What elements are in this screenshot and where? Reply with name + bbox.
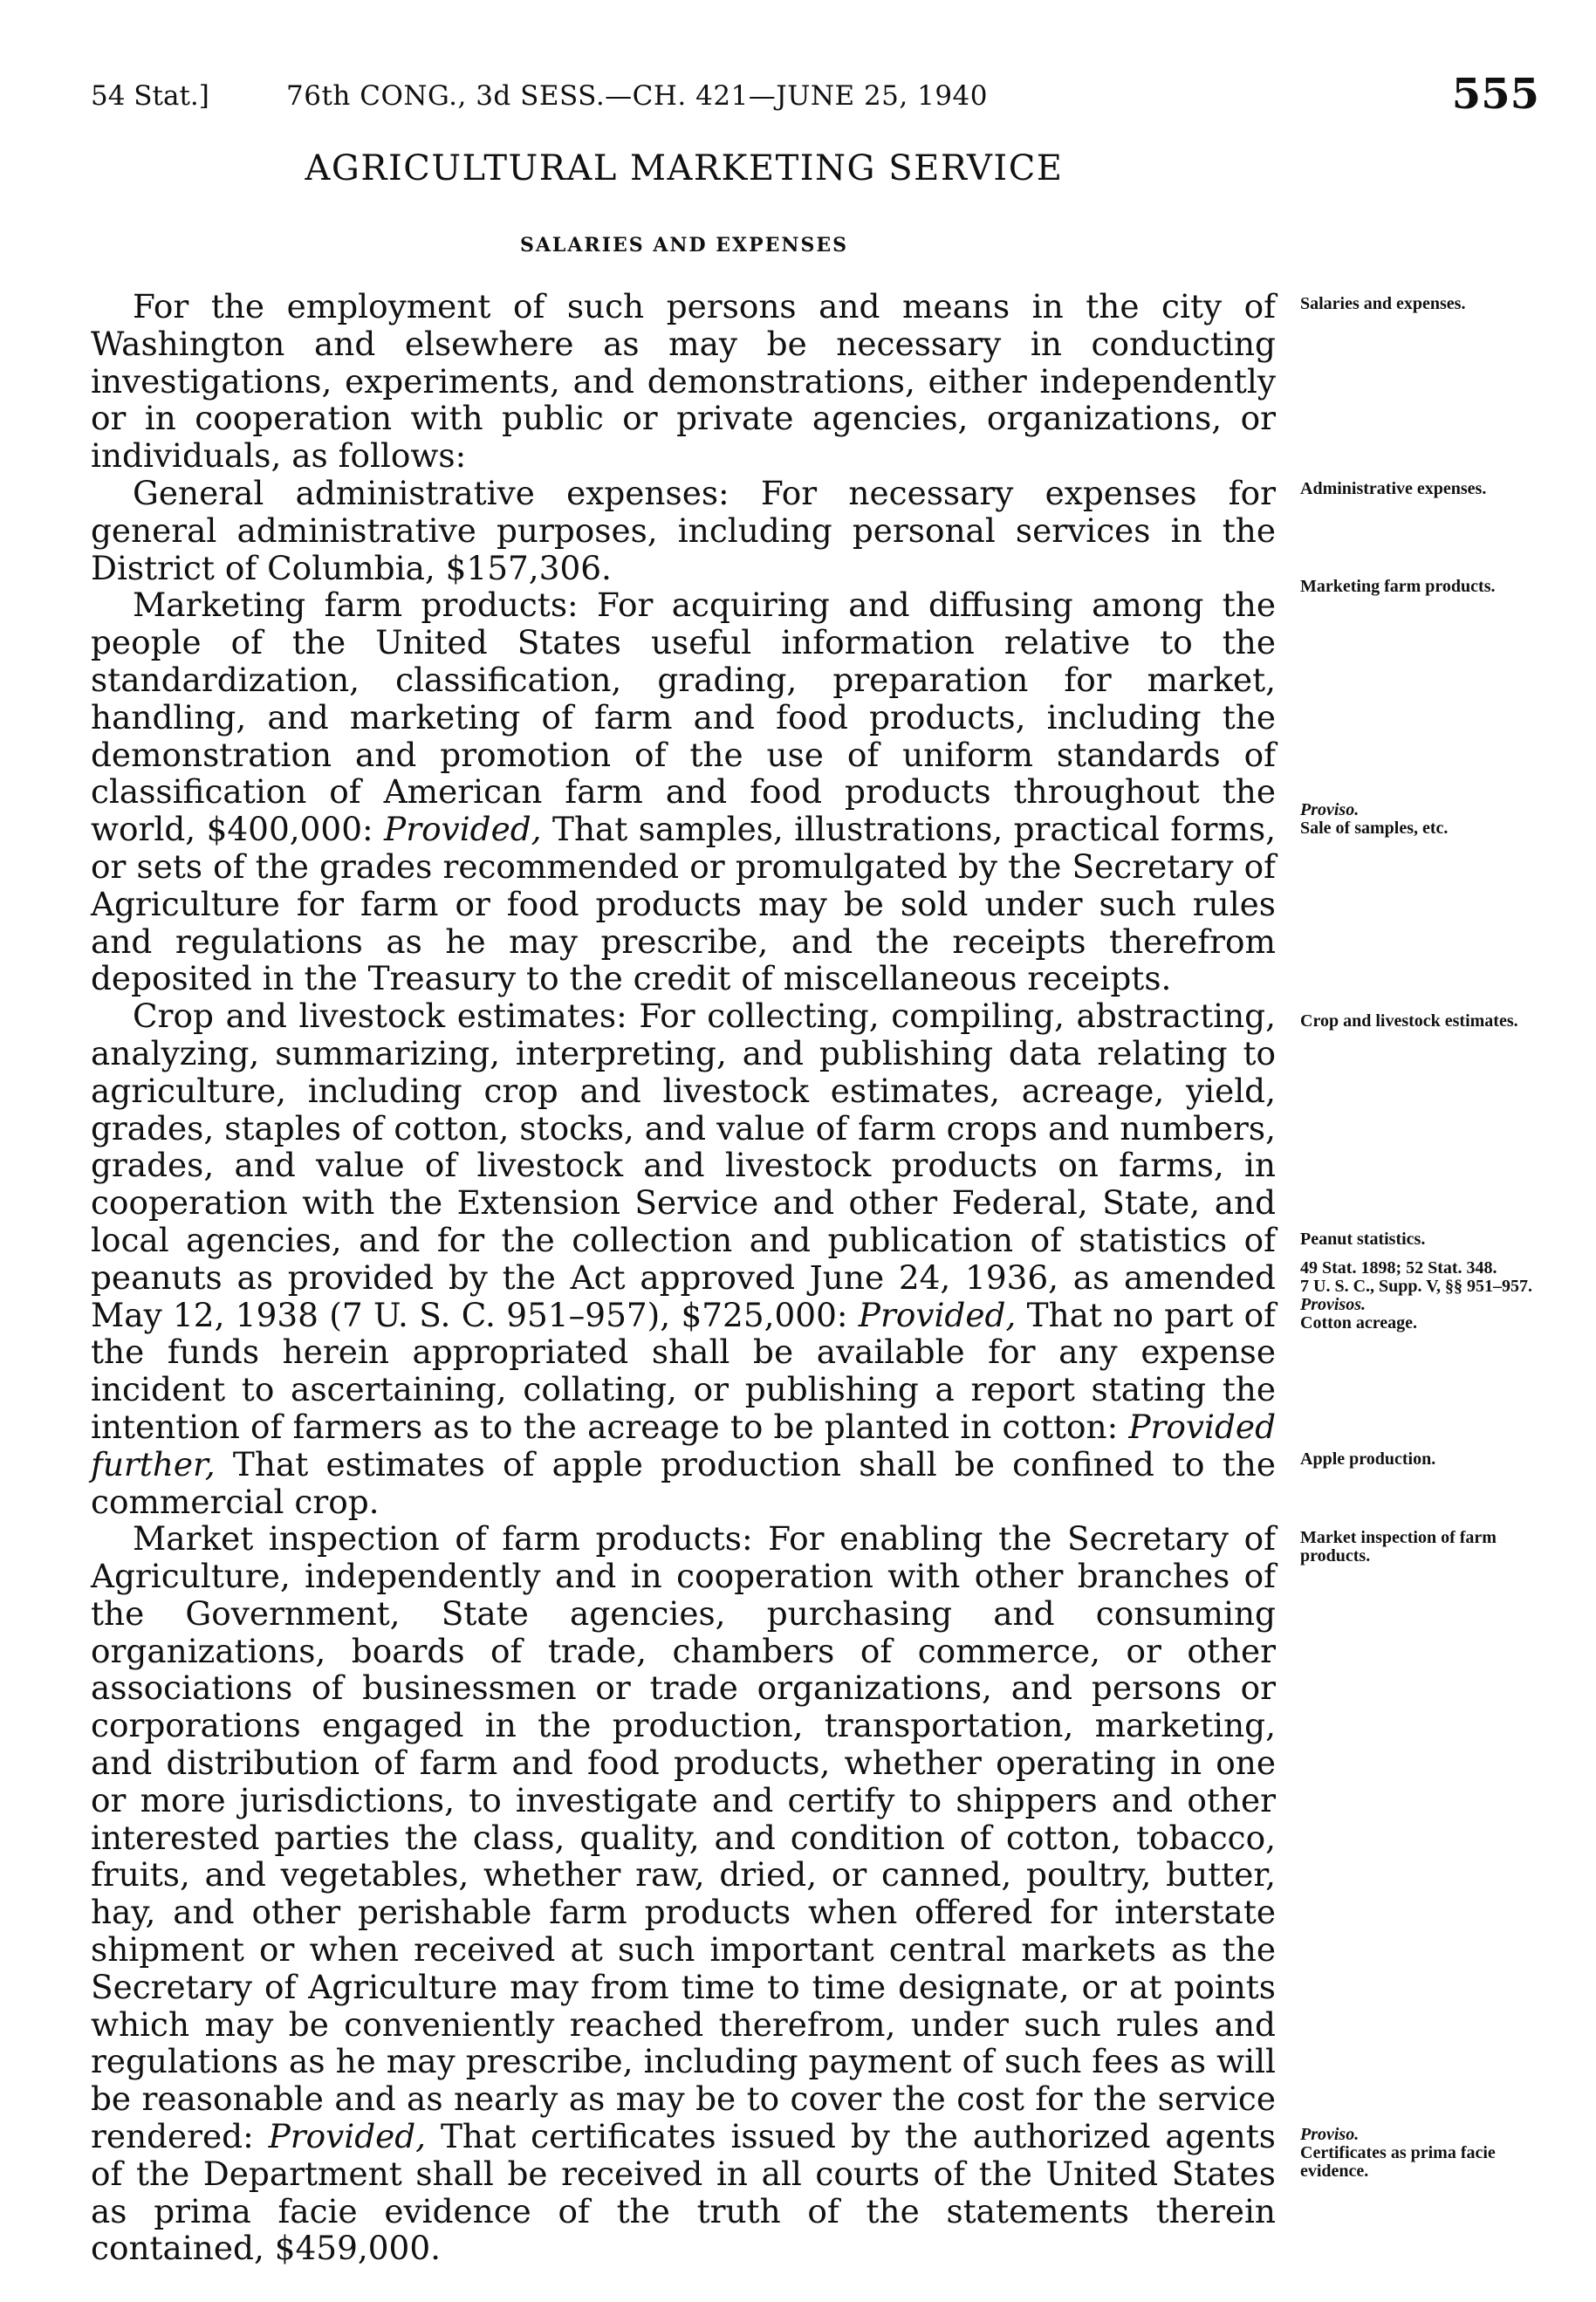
margin-note-marketing: Marketing farm products. [1300, 577, 1496, 596]
peanut-statistics-note: Peanut statistics. [1300, 1230, 1426, 1249]
running-head: 76th CONG., 3d SESS.—CH. 421—JUNE 25, 1940 [286, 80, 989, 112]
paragraph-market-inspection: Market inspection of farm products: For enabling the Secretary of Agriculture, independently and in cooperation with other branches of the Government, State agencies, purchasing and consuming organizations, boards of trade, chambers of commerce, or other associations of businessmen or trade organizations, and persons or corporations engaged in the production, transportation, marketing, and distribution of farm and food products, whether operating in one or more jurisdictions, to investigate and certify to shippers and other interested parties the class, quality, and condition of cotton, tobacco, fruits, and vegetables, whether raw, dried, or canned, poultry, butter, hay, and other perishable farm products when offered for interstate shipment or when received at such important central markets as the Secretary of Agriculture may from time to time designate, or at points which may be conveniently reached therefrom, under such rules and regulations as he may prescribe, including payment of such fees as will be reasonable and as nearly as may be to cover the cost for the service rendered: Provided, That certificates issued by the authorized agents of the Department shall be received in all courts of the United States as prima facie evidence of the truth of the statements therein contained, $459,000. [91, 1519, 1276, 2268]
sale-of-samples-note: Sale of samples, etc. [1300, 819, 1449, 838]
margin-note-proviso-certificates [1300, 2126, 1553, 2181]
section-title: SALARIES AND EXPENSES [519, 234, 849, 257]
proviso-label: Proviso. [1300, 800, 1360, 819]
paragraph-intro: For the employment of such persons and means in the city of Washington and elsewhere as may be necessary in conducting investigations, experiments, and demonstrations, either independently or in cooperation with public or private agencies, organizations, or individuals, as follows: [91, 287, 1276, 476]
cotton-acreage-note: Cotton acreage. [1300, 1313, 1418, 1333]
citation-stat: 49 Stat. 1898; 52 Stat. 348. [1300, 1258, 1497, 1278]
volume-reference: 54 Stat.] [91, 80, 209, 112]
page-number: 555 [1451, 70, 1539, 119]
certificates-note: Certificates as prima facie evidence. [1300, 2143, 1496, 2181]
margin-note-proviso-samples [1300, 801, 1553, 838]
margin-note-peanut-group [1300, 1230, 1553, 1333]
margin-note-administrative: Administrative expenses. [1300, 479, 1487, 498]
citation-usc: 7 U. S. C., Supp. V, §§ 951–957. [1300, 1277, 1533, 1296]
agency-title: AGRICULTURAL MARKETING SERVICE [305, 148, 1064, 188]
margin-note-salaries: Salaries and expenses. [1300, 294, 1466, 313]
proviso-label-2: Proviso. [1300, 2125, 1360, 2144]
provisos-label: Provisos. [1300, 1295, 1366, 1314]
paragraph-general-administrative: General administrative expenses: For necessary expenses for general administrative purposes, including personal services in the District of Columbia, $157,306. [91, 473, 1276, 587]
paragraph-crop-livestock-estimates: Crop and livestock estimates: For collecting, compiling, abstracting, analyzing, summarizing, interpreting, and publishing data relating to agriculture, including crop and livestock estimates, acreage, yield, grades, staples of cotton, stocks, and value of farm crops and numbers, grades, and value of livestock and livestock products on farms, in cooperation with the Extension Service and other Federal, State, and local agencies, and for the collection and publication of statistics of peanuts as provided by the Act approved June 24, 1936, as amended May 12, 1938 (7 U. S. C. 951–957), $725,000: Provided, That no part of the funds herein appropriated shall be available for any expense incident to ascertaining, collating, or publishing a report stating the intention of farmers as to the acreage to be planted in cotton: Provided further, That estimates of apple production shall be confined to the commercial crop. [91, 997, 1277, 1521]
margin-note-inspection: Market inspection of farm products. [1300, 1528, 1497, 1565]
margin-note-crop: Crop and livestock estimates. [1300, 1011, 1518, 1031]
running-header [91, 70, 1539, 133]
paragraph-marketing-farm-products: Marketing farm products: For acquiring and diffusing among the people of the United States useful information relative to the standardization, classification, grading, preparation for market, handling, and marketing of farm and food products, including the demonstration and promotion of the use of uniform standards of classification of American farm and food products throughout the world, $400,000: Provided, That samples, illustrations, practical forms, or sets of the grades recommended or promulgated by the Secretary of Agriculture for farm or food products may be sold under such rules and regulations as he may prescribe, and the receipts therefrom deposited in the Treasury to the credit of miscellaneous receipts. [91, 586, 1277, 998]
statute-body [91, 288, 1276, 2267]
margin-note-apple: Apple production. [1300, 1449, 1436, 1469]
